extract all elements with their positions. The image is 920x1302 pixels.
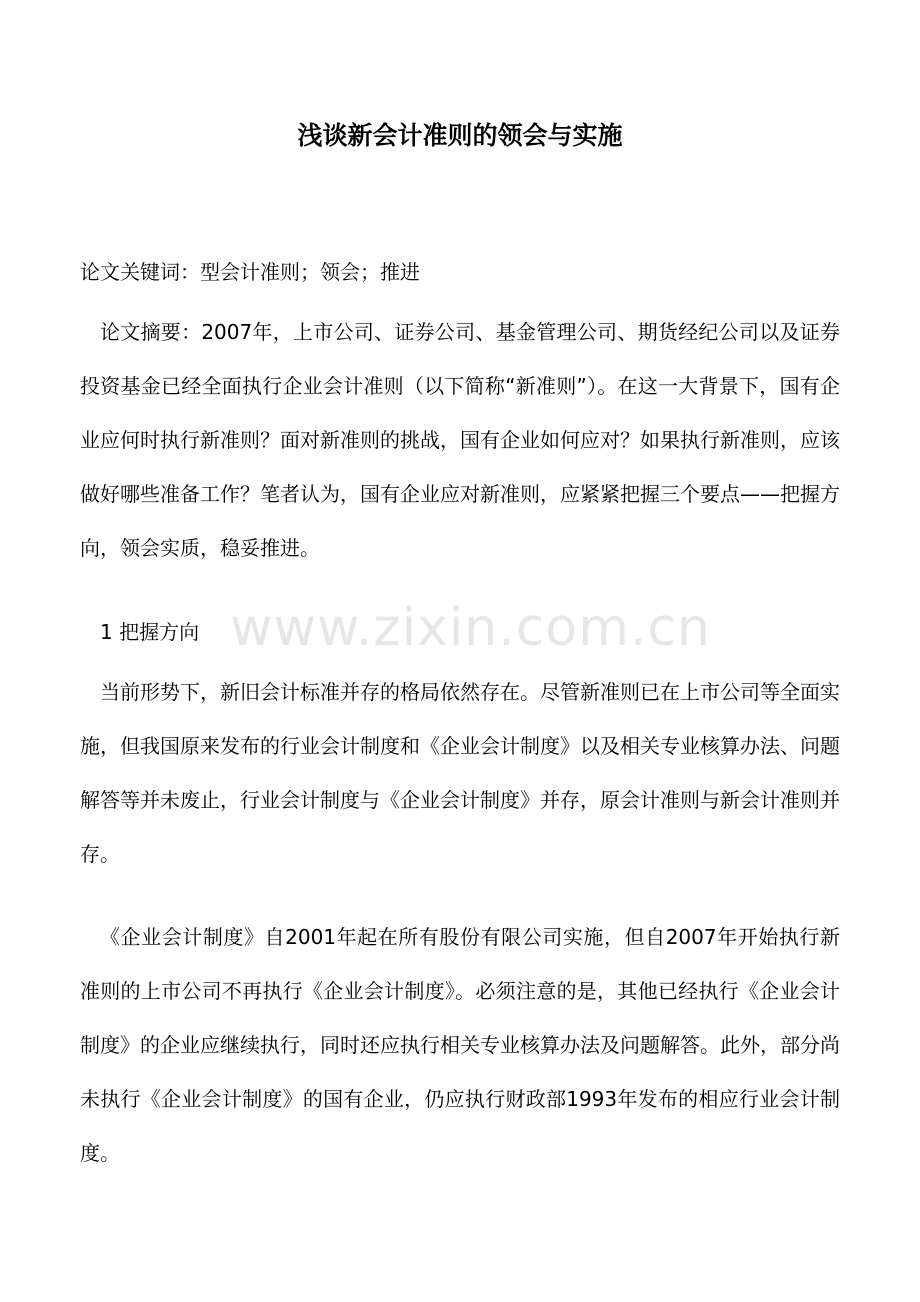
abstract-paragraph: 论文摘要：2007年，上市公司、证券公司、基金管理公司、期货经纪公司以及证券投资基金已经全面执行企业会计准则（以下简称“新准则”）。在这一大背景下，国有企业应何时执行新准则？面对新准则的挑战，国有企业如何应对？如果执行新准则，应该做好哪些准备工作？笔者认为，国有企业应对新准则，应紧紧把握三个要点——把握方向，领会实质，稳妥推进。 — [80, 320, 840, 560]
section-heading-1: 1 把握方向 — [100, 620, 200, 644]
keywords-line: 论文关键词：型会计准则；领会；推进 — [80, 260, 420, 284]
document-title: 浅谈新会计准则的领会与实施 — [297, 121, 623, 150]
watermark: www.zixin.com.cn — [230, 598, 711, 658]
body-paragraph-1: 当前形势下，新旧会计标准并存的格局依然存在。尽管新准则已在上市公司等全面实施，但我国原来发布的行业会计制度和《企业会计制度》以及相关专业核算办法、问题解答等并未废止，行业会计制度与《企业会计制度》并存，原会计准则与新会计准则并存。 — [80, 680, 840, 866]
body-paragraph-2: 《企业会计制度》自2001年起在所有股份有限公司实施，但自2007年开始执行新准则的上市公司不再执行《企业会计制度》。必须注意的是，其他已经执行《企业会计制度》的企业应继续执行，同时还应执行相关专业核算办法及问题解答。此外，部分尚未执行《企业会计制度》的国有企业，仍应执行财政部1993年发布的相应行业会计制度。 — [80, 925, 840, 1165]
